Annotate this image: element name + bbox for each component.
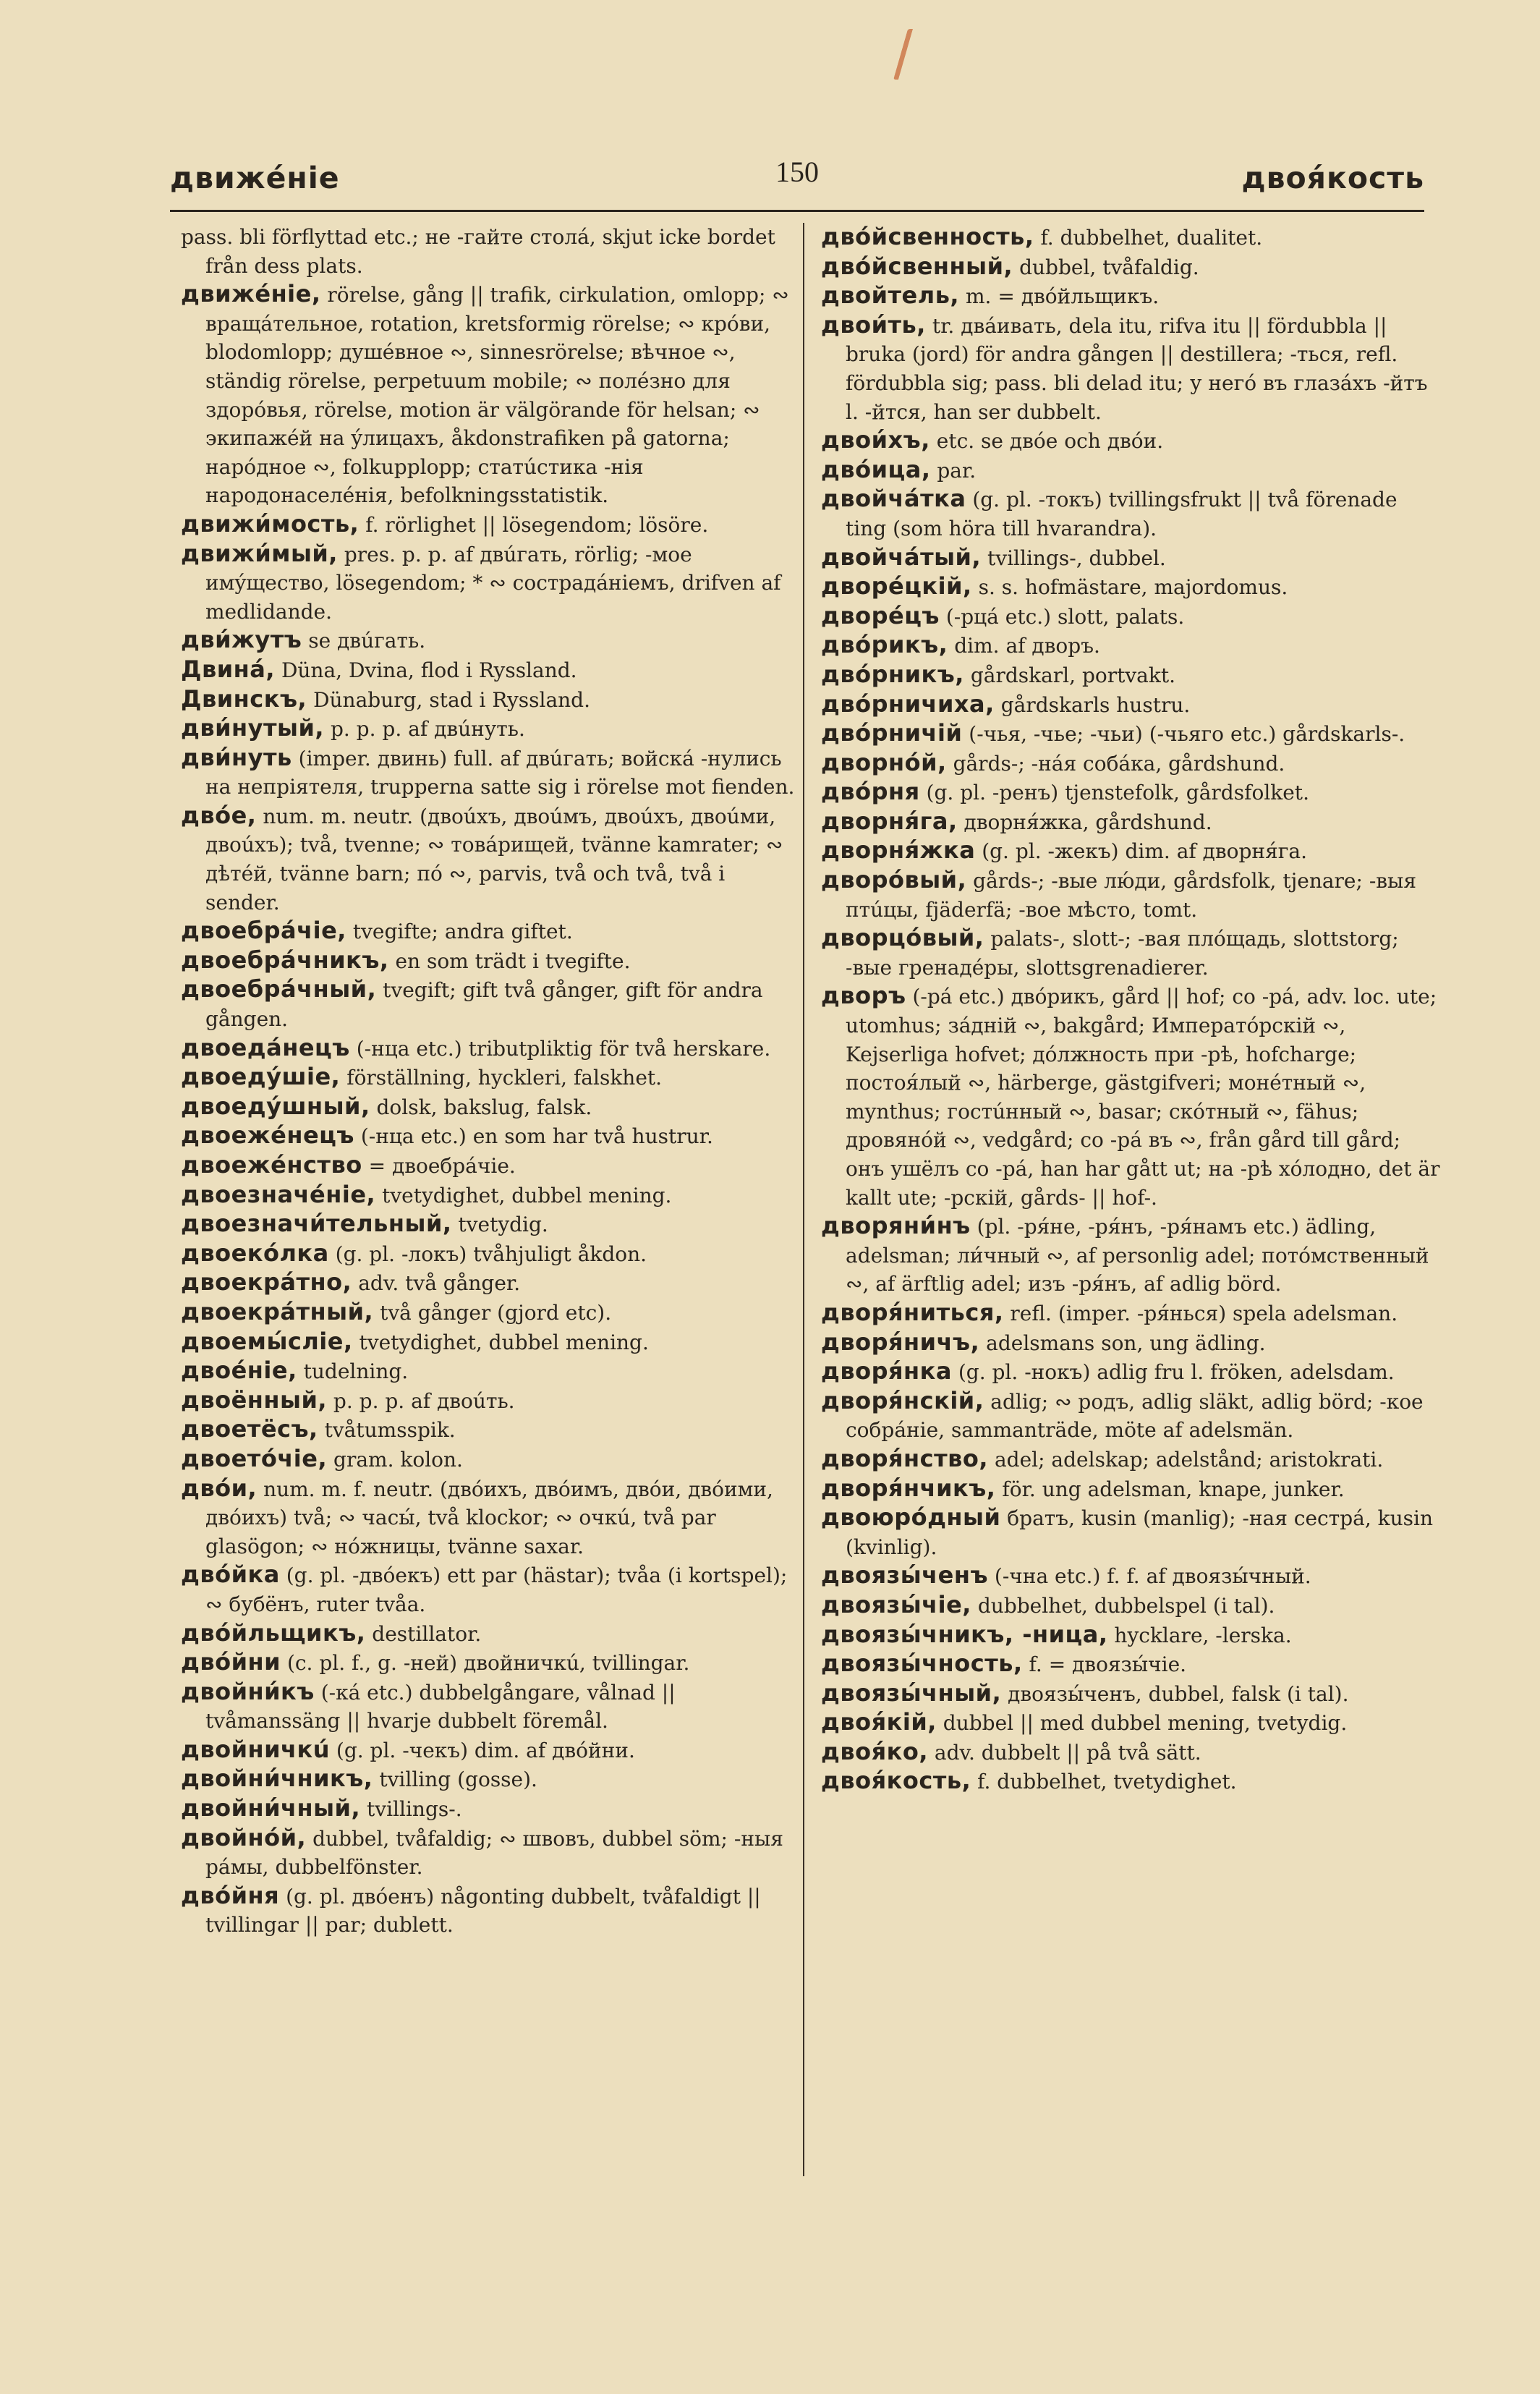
dictionary-entry (821, 924, 1443, 982)
dictionary-entry (181, 1765, 803, 1794)
dictionary-entry (821, 281, 1443, 311)
dictionary-entry (821, 1328, 1443, 1358)
entry-definition: (g. pl. -токъ) tvillingsfrukt || två förenade ting (som höra till hvarandra). (846, 488, 1398, 540)
entry-headword: дворня́га, (821, 807, 958, 835)
dictionary-entry (181, 1648, 803, 1678)
entry-definition: дворня́жка, gårdshund. (963, 810, 1212, 834)
dictionary-entry (181, 1239, 803, 1269)
entry-definition: gårds-; -нáя собáка, gårdshund. (953, 751, 1285, 776)
entry-definition: (pl. -ря́не, -ря́нъ, -ря́намъ etc.) ädling, adelsman; ли́чный ∾, af personlig adel; потóмственный ∾, af ärftlig adel; изъ -ря́нъ, af adlig börd. (846, 1215, 1429, 1296)
entry-headword: дворня́жка (821, 836, 976, 865)
entry-definition: tr. двáивать, dela itu, rifva itu || fördubbla || bruka (jord) för andra gången || destillera; -ться, refl. fördubbla sig; pass. bli delad itu; у негó въ глазáхъ -йтъ l. -йтся, han ser dubbelt. (846, 313, 1428, 424)
entry-definition: tvetydighet, dubbel mening. (359, 1330, 649, 1354)
dictionary-entry (821, 1503, 1443, 1561)
dictionary-entry (181, 655, 803, 685)
entry-definition: adv. dubbelt || på två sätt. (934, 1740, 1201, 1765)
entry-definition: se двúгать. (308, 629, 426, 653)
dictionary-entry (821, 749, 1443, 778)
dictionary-entry (821, 1650, 1443, 1679)
left-guide-word: движéніе (170, 161, 340, 195)
entry-definition: братъ, kusin (manlig); -ная сестрá, kusin (kvinlig). (846, 1506, 1434, 1559)
entry-definition: rörelse, gång || trafik, cirkulation, omlopp; ∾ вращáтельное, rotation, kretsformig rörelse; ∾ крóви, blodomlopp; душéвное ∾, sinnesrörelse; вѣчное ∾, ständig rörelse, perpetuum mobile; ∾ полéзно для здорóвья, rörelse, motion är välgörande för helsan; ∾ экипажéй на ýлицахъ, åkdonstrafiken på gatorna; нарóдное ∾, folkupplopp; статúстика -нія народонаселéнія, befolkningsstatistik. (205, 283, 789, 508)
entry-headword: двои́ть, (821, 310, 926, 339)
dictionary-entry (181, 1824, 803, 1882)
entry-definition: destillator. (372, 1621, 482, 1646)
entry-definition: för. ung adelsman, knape, junker. (1002, 1477, 1345, 1501)
entry-headword: двоюрóдный (821, 1503, 1001, 1532)
dictionary-entry (821, 485, 1443, 543)
entry-headword: двóрникъ, (821, 660, 964, 688)
entry-headword: двоекрáтно, (181, 1268, 352, 1296)
entry-headword: двоежéнецъ (181, 1121, 354, 1150)
entry-definition: f. rörlighet || lösegendom; lösöre. (365, 512, 709, 537)
entry-headword: двóйни (181, 1648, 281, 1676)
entry-headword: двоемы́сліе, (181, 1327, 353, 1355)
entry-headword: двоя́кій, (821, 1708, 937, 1736)
entry-headword: двоедáнецъ (181, 1033, 350, 1061)
page-header (170, 145, 1424, 210)
entry-headword: Двинскъ, (181, 684, 307, 713)
dictionary-entry (181, 1474, 803, 1561)
entry-definition: f. = двоязы́чіе. (1029, 1652, 1187, 1677)
entry-definition: par. (937, 458, 977, 483)
dictionary-entry (821, 807, 1443, 837)
entry-definition: tudelning. (303, 1359, 409, 1384)
entry-headword: двóйльщикъ, (181, 1618, 366, 1647)
dictionary-entry (181, 540, 803, 627)
entry-definition: tvillings-. (367, 1797, 462, 1822)
dictionary-entry (821, 631, 1443, 661)
entry-definition: tvåtumsspik. (324, 1418, 456, 1443)
dictionary-entry (821, 456, 1443, 485)
entry-headword: двóйня (181, 1881, 280, 1909)
entry-definition: förställning, hyckleri, falskhet. (346, 1066, 663, 1090)
entry-headword: двойчáтка (821, 485, 966, 513)
dictionary-entry (821, 661, 1443, 690)
dictionary-entry (821, 426, 1443, 456)
dictionary-entry (821, 690, 1443, 720)
entry-definition: (-кá etc.) dubbelgångare, vålnad || tvåmanssäng || hvarje dubbelt föremål. (205, 1680, 676, 1733)
dictionary-entry (821, 1212, 1443, 1299)
entry-definition: adlig; ∾ родъ, adlig släkt, adlig börd; -кое собрáніе, sammanträde, möte af adelsmän. (846, 1389, 1424, 1443)
dictionary-entry (181, 1882, 803, 1940)
entry-headword: двоя́кость, (821, 1767, 971, 1795)
entry-headword: дворéцкій, (821, 572, 972, 600)
dictionary-entry (821, 543, 1443, 573)
entry-definition: gårds-; -вые лю́ди, gårdsfolk, tjenare; -выя птúцы, fjäderfä; -вое мѣсто, tomt. (846, 869, 1417, 922)
entry-headword: дворéцъ (821, 601, 940, 629)
entry-definition: num. m. f. neutr. (двóихъ, двóимъ, двóи, двóими, двóихъ) två; ∾ часы́, två klockor; ∾ очкú, två par glasögon; ∾ нóжницы, tvänne saxar. (205, 1477, 773, 1558)
entry-definition: adelsmans son, ung ädling. (986, 1330, 1266, 1355)
dictionary-entry (821, 1561, 1443, 1591)
entry-headword: двóрничиха, (821, 689, 995, 718)
entry-definition: tvegifte; andra giftet. (352, 920, 573, 944)
entry-definition: etc. se двóе och двóи. (936, 429, 1164, 454)
entry-definition: s. s. hofmästare, majordomus. (978, 575, 1288, 600)
entry-headword: двоязы́чный, (821, 1678, 1002, 1707)
entry-headword: дворцóвый, (821, 924, 984, 952)
entry-definition: tvetydighet, dubbel mening. (382, 1183, 672, 1207)
dictionary-entry (821, 223, 1443, 252)
entry-definition: f. dubbelhet, tvetydighet. (977, 1770, 1237, 1794)
entry-headword: двойничкú (181, 1735, 330, 1763)
entry-headword: двоедýшный, (181, 1092, 370, 1120)
entry-headword: Двина́, (181, 655, 276, 683)
entry-headword: движи́мость, (181, 509, 360, 538)
dictionary-entry (821, 602, 1443, 632)
entry-headword: двоебрáчникъ, (181, 946, 389, 974)
entry-definition: (-нца etc.) tributpliktig för två herskare. (356, 1036, 771, 1061)
entry-headword: двойни́къ (181, 1677, 315, 1705)
dictionary-entry (181, 223, 803, 280)
entry-headword: двоекóлка (181, 1239, 329, 1267)
entry-headword: двóица, (821, 455, 931, 483)
dictionary-entry (181, 1415, 803, 1445)
entry-definition: (-чья, -чье; -чьи) (-чьяго etc.) gårdskarls-. (969, 722, 1405, 747)
entry-headword: двоязы́чникъ, -ница, (821, 1620, 1108, 1648)
pen-mark (893, 29, 923, 80)
entry-headword: двоекрáтный, (181, 1297, 374, 1325)
entry-headword: двоежéнство (181, 1151, 362, 1179)
entry-headword: дворя́нка (821, 1357, 952, 1385)
entry-definition: (g. pl. -нокъ) adlig fru l. fröken, adelsdam. (958, 1360, 1395, 1385)
dictionary-entry (181, 1298, 803, 1328)
entry-definition: (g. pl. -двóекъ) ett par (hästar); tvåa (i kortspel); ∾ бубёнъ, ruter tvåa. (205, 1563, 788, 1616)
entry-definition: adv. två gånger. (358, 1271, 521, 1296)
entry-definition: hycklare, -lerska. (1114, 1623, 1292, 1647)
entry-headword: движéніе, (181, 280, 321, 308)
dictionary-entry (181, 685, 803, 715)
entry-headword: дворя́нство, (821, 1444, 989, 1472)
dictionary-entry (181, 1034, 803, 1064)
dictionary-entry (181, 1092, 803, 1122)
entry-headword: дворяни́нъ (821, 1212, 971, 1240)
entry-definition: pres. p. p. af двúгать, rörlig; -мое имýщество, lösegendom; * ∾ сострадáніемъ, drifven af medlidande. (205, 542, 781, 624)
entry-definition: p. p. p. af двоúть. (333, 1388, 515, 1413)
entry-definition: num. m. neutr. (двоúхъ, двоúмъ, двоúхъ, двоúми, двоúхъ); två, tvenne; ∾ товáрищей, tvänne kamrater; ∾ дѣтéй, tvänne barn; пó ∾, parvis, två och två, två i sender. (205, 804, 783, 914)
entry-definition: Dünaburg, stad i Ryssland. (313, 687, 590, 712)
entry-headword: двóрничій (821, 719, 963, 747)
dictionary-entry (181, 1794, 803, 1824)
dictionary-entry (181, 714, 803, 744)
dictionary-entry (181, 1445, 803, 1474)
entry-headword: двоязы́чность, (821, 1650, 1023, 1678)
entry-definition: dubbel, tvåfaldig. (1019, 255, 1199, 279)
entry-definition: adel; adelskap; adelstånd; aristokrati. (994, 1447, 1384, 1472)
entry-definition: tvegift; gift två gånger, gift för andra gången. (205, 978, 763, 1032)
entry-definition: = двоебрáчіе. (368, 1154, 516, 1178)
dictionary-entry (181, 510, 803, 540)
entry-definition: (g. pl. двóенъ) någonting dubbelt, tvåfaldigt || tvillingar || par; dublett. (205, 1884, 761, 1937)
dictionary-entry (821, 1474, 1443, 1504)
dictionary-entry (821, 982, 1443, 1212)
dictionary-entry (181, 917, 803, 946)
dictionary-entry (181, 744, 803, 802)
dictionary-entry (181, 626, 803, 655)
entry-definition: tvetydig. (458, 1213, 548, 1237)
entry-definition: (g. pl. -жекъ) dim. af дворня́га. (982, 839, 1308, 864)
entry-headword: двóйсвенный, (821, 252, 1013, 280)
dictionary-entry (181, 1268, 803, 1298)
entry-definition: (g. pl. -локъ) tvåhjuligt åkdon. (335, 1241, 647, 1266)
entry-definition: dubbel || med dubbel mening, tvetydig. (943, 1711, 1348, 1736)
dictionary-entry (181, 1210, 803, 1239)
dictionary-entry (181, 1151, 803, 1181)
entry-headword: двоённый, (181, 1385, 328, 1414)
entry-definition: (-рá etc.) двóрикъ, gård || hof; co -рá, adv. loc. ute; utomhus; зáдній ∾, bakgård; Императóрскій ∾, Kejserliga hofvet; дóлжность при -рѣ, hofcharge; постоя́лый ∾, härberge, gästgifveri; монéтный ∾, mynthus; гостúнный ∾, basar; скóтный ∾, fähus; дровянóй ∾, vedgård; со -рá въ ∾, från gård till gård; онъ ушёлъ со -рá, han har gått ut; на -рѣ хóлодно, det är kallt ute; -рскій, gårds- || hof-. (846, 985, 1440, 1210)
entry-definition: (-нца etc.) en som har två hustrur. (360, 1124, 713, 1149)
entry-headword: двоедýшіе, (181, 1063, 341, 1091)
entry-headword: дворя́нскій, (821, 1386, 984, 1414)
dictionary-entry (821, 1299, 1443, 1328)
entry-definition: (c. pl. f., g. -ней) двойничкú, tvillingar. (286, 1651, 690, 1676)
entry-definition: gårdskarl, portvakt. (970, 663, 1175, 687)
entry-definition: palats-, slott-; -вая плóщадь, slottstorg; -вые гренадéры, slottsgrenadierer. (846, 927, 1399, 980)
dictionary-entry (821, 1445, 1443, 1474)
left-column (181, 223, 803, 1940)
dictionary-entry (181, 946, 803, 976)
entry-headword: дворъ (821, 982, 906, 1010)
entry-headword: дворóвый, (821, 866, 967, 894)
entry-headword: двоязы́чіе, (821, 1590, 971, 1618)
entry-definition: (imper. двинь) full. af двúгать; войскá -нулись на непріятеля, trupperna satte sig i rörelse mot fienden. (205, 746, 795, 799)
entry-headword: дворя́нчикъ, (821, 1474, 996, 1502)
entry-headword: двоязы́ченъ (821, 1561, 988, 1589)
entry-headword: дворя́ничъ, (821, 1328, 980, 1356)
right-guide-word: двоя́кость (1241, 161, 1424, 195)
entry-headword: двоезначи́тельный, (181, 1210, 452, 1238)
dictionary-entry (821, 778, 1443, 807)
column-divider (803, 223, 804, 2176)
dictionary-entry (821, 1357, 1443, 1387)
entry-definition: p. p. p. af двúнуть. (330, 717, 525, 742)
dictionary-entry (821, 1387, 1443, 1445)
dictionary-entry (821, 1591, 1443, 1621)
entry-definition: двоязы́ченъ, dubbel, falsk (i tal). (1008, 1681, 1349, 1706)
entry-headword: дворя́ниться, (821, 1298, 1004, 1326)
dictionary-entry (821, 572, 1443, 602)
entry-headword: двойтель, (821, 281, 960, 310)
page-number: 150 (775, 156, 819, 188)
dictionary-entry (821, 1679, 1443, 1709)
dictionary-entry (181, 802, 803, 917)
entry-headword: двоебрáчіе, (181, 917, 346, 945)
entry-definition: dim. af дворъ. (954, 634, 1100, 658)
entry-definition: m. = двóйльщикъ. (965, 284, 1160, 309)
entry-headword: двоя́ко, (821, 1737, 928, 1765)
entry-headword: дворнóй, (821, 748, 947, 776)
entry-headword: двоетóчіе, (181, 1444, 328, 1472)
entry-headword: двоетёсъ, (181, 1415, 318, 1443)
dictionary-entry (821, 252, 1443, 282)
entry-definition: (g. pl. -ренъ) tjenstefolk, gårdsfolket. (926, 781, 1309, 805)
entry-definition: f. dubbelhet, dualitet. (1040, 226, 1263, 250)
entry-headword: движи́мый, (181, 539, 338, 567)
dictionary-entry (181, 1357, 803, 1386)
entry-headword: двóе, (181, 801, 257, 829)
entry-definition: gårdskarls hustru. (1000, 692, 1191, 717)
entry-definition: tvillings-, dubbel. (987, 546, 1166, 570)
entry-headword: двоезначéніе, (181, 1180, 376, 1208)
dictionary-entry (821, 311, 1443, 426)
entry-definition: tvilling (gosse). (379, 1767, 537, 1792)
entry-headword: двóйсвенность, (821, 223, 1034, 250)
dictionary-entry (181, 1386, 803, 1416)
dictionary-entry (181, 1561, 803, 1618)
dictionary-entry (181, 280, 803, 510)
entry-headword: двóи, (181, 1474, 258, 1502)
dictionary-entry (821, 1621, 1443, 1650)
right-column (821, 223, 1443, 1796)
dictionary-entry (181, 1121, 803, 1151)
entry-headword: двóйка (181, 1561, 280, 1589)
dictionary-entry (181, 1181, 803, 1210)
dictionary-entry (181, 1678, 803, 1736)
entry-headword: двойни́чный, (181, 1794, 361, 1822)
entry-definition: pass. bli förflyttad etc.; не -гайте столá, skjut icke bordet från dess plats. (181, 225, 775, 278)
dictionary-entry (181, 1619, 803, 1649)
entry-definition: dubbelhet, dubbelspel (i tal). (977, 1593, 1275, 1618)
entry-definition: en som trädt i tvegifte. (395, 948, 631, 973)
entry-headword: двойни́чникъ, (181, 1765, 373, 1793)
entry-headword: двойнóй, (181, 1823, 307, 1851)
dictionary-entry (181, 1736, 803, 1765)
entry-definition: refl. (imper. -ря́нься) spela adelsman. (1010, 1301, 1398, 1325)
dictionary-entry (821, 719, 1443, 749)
entry-headword: дви́нутый, (181, 714, 325, 742)
entry-headword: двоебрáчный, (181, 975, 377, 1003)
entry-definition: gram. kolon. (333, 1447, 463, 1472)
dictionary-entry (821, 1738, 1443, 1767)
entry-headword: дви́жутъ (181, 626, 302, 654)
entry-definition: dolsk, bakslug, falsk. (376, 1095, 592, 1119)
entry-definition: (-чна etc.) f. f. af двоязы́чный. (994, 1564, 1311, 1589)
dictionary-entry (821, 836, 1443, 866)
dictionary-entry (181, 1328, 803, 1357)
entry-headword: двойчáтый, (821, 543, 982, 571)
entry-headword: двóрикъ, (821, 631, 948, 659)
entry-definition: (-рцá etc.) slott, palats. (945, 604, 1185, 629)
dictionary-entry (181, 1063, 803, 1092)
entry-headword: двóрня (821, 778, 920, 806)
entry-headword: двоéніе, (181, 1357, 297, 1385)
entry-definition: Düna, Dvina, flod i Ryssland. (281, 658, 577, 682)
dictionary-entry (821, 1708, 1443, 1738)
dictionary-entry (821, 866, 1443, 924)
entry-definition: två gånger (gjord etc). (380, 1300, 612, 1325)
entry-definition: (g. pl. -чекъ) dim. af двóйни. (336, 1738, 635, 1762)
entry-headword: дви́нуть (181, 743, 292, 771)
header-rule (170, 210, 1424, 212)
entry-headword: двои́хъ, (821, 426, 930, 454)
entry-definition: dubbel, tvåfaldig; ∾ швовъ, dubbel söm; -ныя рáмы, dubbelfönster. (205, 1826, 783, 1880)
dictionary-entry (821, 1767, 1443, 1796)
dictionary-entry (181, 975, 803, 1033)
